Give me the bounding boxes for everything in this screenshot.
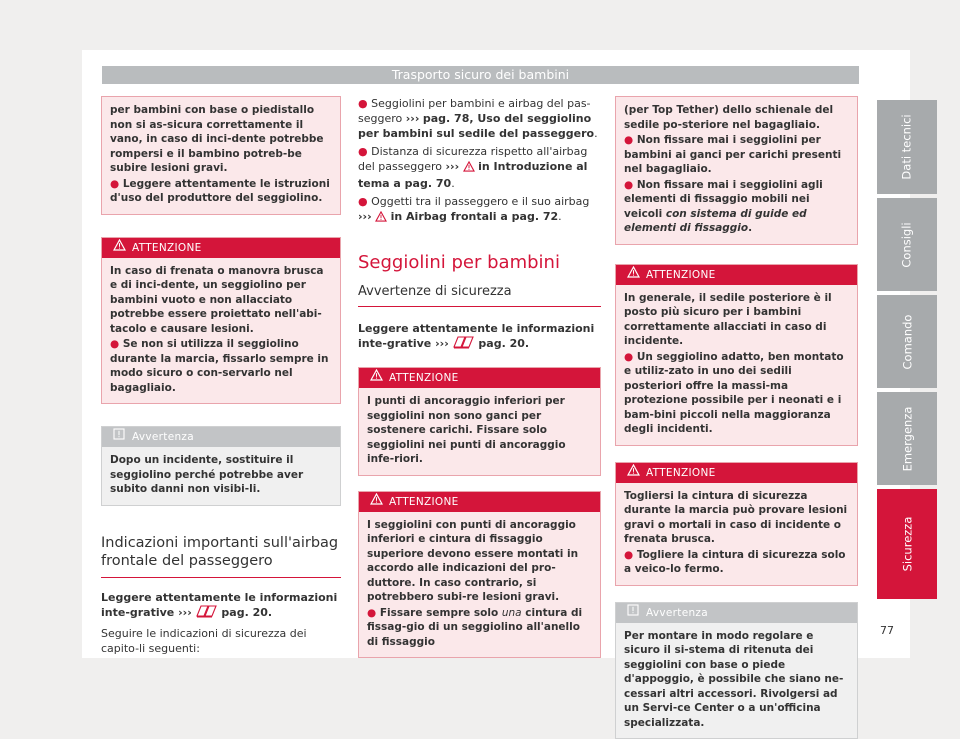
warning-label: ATTENZIONE [389, 492, 459, 512]
manual-book-icon[interactable] [196, 605, 218, 622]
safety-box-bullet: Leggere attentamente le istruzioni d'uso del produttore del seggiolino. [110, 178, 330, 205]
warning-triangle-icon [110, 238, 128, 258]
bullet-icon: ● [358, 195, 368, 208]
lead-text: Leggere attentamente le informazioni inte-grative [358, 322, 594, 350]
reference-list [358, 96, 601, 226]
tab-comando[interactable]: Comando [877, 295, 937, 388]
warning-triangle-icon [624, 265, 642, 285]
lead-paragraph [358, 321, 601, 353]
warning-box [615, 264, 858, 446]
warning-text: Togliersi la cintura di sicurezza durante la marcia può provare lesioni gravi o mortali in caso di incidente o frenata brusca. [624, 490, 847, 546]
note-text: Per montare in modo regolare e sicuro il si-stema di ritenuta dei seggiolini con base o piede d'appoggio, è possibile che siano ne-cessari altri accessori. Rivolgersi ad un Servi-ce Center o a un'officina specializzata. [624, 630, 843, 729]
note-box-header [616, 603, 857, 623]
page-reference-link[interactable]: pag. 20. [221, 606, 272, 619]
note-label: Avvertenza [132, 427, 194, 447]
warning-box-header [102, 238, 340, 258]
safety-box-bullet-end: . [748, 222, 752, 234]
warning-text: In generale, il sedile posteriore è il posto più sicuro per i bambini correttamente allacciati in caso di incidente. [624, 292, 832, 348]
warning-text: I seggiolini con punti di ancoraggio inferiori e cintura di fissaggio superiore devono essere montati in accordo alle indicazioni del pro-duttore. In caso contrario, si potrebbero subi-re lesioni gravi. [367, 519, 578, 604]
warning-triangle-icon [367, 492, 385, 512]
note-box-header [102, 427, 340, 447]
warning-triangle-icon [367, 368, 385, 388]
warning-triangle-icon [463, 161, 475, 176]
arrows-icon: ››› [406, 112, 420, 125]
warning-label: ATTENZIONE [132, 238, 202, 258]
list-item-end: . [594, 127, 598, 140]
bullet-icon: ● [110, 338, 119, 350]
arrows-icon: ››› [358, 210, 372, 223]
safety-box-bullet: Non fissare mai i seggiolini agli elementi di fissaggio mobili nei veicoli [624, 179, 823, 220]
section-title-child-seats: Seggiolini per bambini [358, 252, 601, 274]
warning-box [358, 367, 601, 476]
section-title-airbag: Indicazioni importanti sull'airbag frontale del passeggero [101, 534, 341, 578]
warning-bullet: Un seggiolino adatto, ben montato e utiliz-zato in uno dei sedili posteriori offre la massi-ma protezione possibile per i neonati e i bam-bini piccoli nella maggioranza degli incidenti. [624, 351, 844, 436]
warning-text: I punti di ancoraggio inferiori per seggiolini non sono ganci per sostenere carichi. Fissare solo seggiolini nei punti di ancoraggio infe-riori. [367, 395, 566, 465]
arrows-icon: ››› [435, 337, 449, 350]
safety-box-emphasis: con sistema di guide ed elementi di fissaggio [624, 208, 807, 235]
bullet-icon: ● [358, 97, 368, 110]
warning-triangle-icon [375, 211, 387, 226]
warning-label: ATTENZIONE [389, 368, 459, 388]
safety-box-text: (per Top Tether) dello schienale del sedile po-steriore nel bagagliaio. [624, 104, 833, 131]
tab-consigli[interactable]: Consigli [877, 198, 937, 291]
warning-box [358, 491, 601, 659]
page-number: 77 [880, 624, 894, 637]
safety-box-bullet: Non fissare mai i seggiolini per bambini ai ganci per carichi presenti nel bagagliaio. [624, 134, 841, 175]
warning-triangle-icon [624, 463, 642, 483]
bullet-icon: ● [358, 145, 368, 158]
warning-box-header [359, 492, 600, 512]
warning-label: ATTENZIONE [646, 265, 716, 285]
body-paragraph: Seguire le indicazioni di sicurezza dei capito-li seguenti: [101, 626, 341, 656]
bullet-icon: ● [624, 351, 633, 363]
bullet-icon: ● [367, 607, 376, 619]
bullet-icon: ● [110, 178, 119, 190]
warning-box-header [359, 368, 600, 388]
bullet-icon: ● [624, 549, 633, 561]
note-icon [110, 427, 128, 447]
note-box [615, 602, 858, 739]
safety-box-continued [615, 96, 858, 245]
manual-book-icon[interactable] [453, 336, 475, 353]
note-icon [624, 603, 642, 623]
list-item [358, 194, 601, 226]
list-item [358, 144, 601, 191]
note-text: Dopo un incidente, sostituire il seggiolino perché potrebbe aver subito danni non visibi-li. [110, 454, 303, 495]
warning-box [615, 462, 858, 586]
list-item-end: . [451, 177, 455, 190]
page-reference-link[interactable]: in Airbag frontali a pag. 72 [391, 210, 559, 223]
tab-dati-tecnici[interactable]: Dati tecnici [877, 100, 937, 194]
column-left [101, 96, 341, 656]
warning-box-header [616, 463, 857, 483]
safety-box-continued [101, 96, 341, 215]
bullet-icon: ● [624, 179, 633, 191]
warning-box-header [616, 265, 857, 285]
tab-sicurezza[interactable]: Sicurezza [877, 489, 937, 599]
bullet-icon: ● [624, 134, 633, 146]
warning-box [101, 237, 341, 405]
column-right [615, 96, 858, 739]
arrows-icon: ››› [446, 160, 460, 173]
section-subtitle: Avvertenze di sicurezza [358, 283, 601, 307]
page-reference-link[interactable]: in Introduzione al tema a pag. 70 [358, 160, 587, 190]
warning-bullet-post: cintura di fissag-gio di un seggiolino all'anello di fissaggio [367, 607, 582, 648]
list-item-end: . [558, 210, 562, 223]
lead-paragraph [101, 590, 341, 622]
warning-bullet-emphasis: una [502, 607, 522, 619]
warning-bullet: Se non si utilizza il seggiolino durante la marcia, fissarlo sempre in modo sicuro o con-servarlo nel bagagliaio. [110, 338, 329, 394]
list-item [358, 96, 601, 141]
warning-bullet: Togliere la cintura di sicurezza solo a veico-lo fermo. [624, 549, 846, 576]
page-header-title: Trasporto sicuro dei bambini [102, 66, 859, 84]
list-item-text: Oggetti tra il passeggero e il suo airbag [371, 195, 589, 208]
note-box [101, 426, 341, 506]
warning-text: In caso di frenata o manovra brusca e di inci-dente, un seggiolino per bambini vuoto e non allacciato potrebbe essere proiettato nell'abi-tacolo e causare lesioni. [110, 265, 324, 335]
page-reference-link[interactable]: pag. 20. [478, 337, 529, 350]
arrows-icon: ››› [178, 606, 192, 619]
list-item-text: Distanza di sicurezza rispetto all'airbag del passeggero [358, 145, 587, 173]
warning-label: ATTENZIONE [646, 463, 716, 483]
warning-bullet-pre: Fissare sempre solo [380, 607, 498, 619]
note-label: Avvertenza [646, 603, 708, 623]
tab-emergenza[interactable]: Emergenza [877, 392, 937, 485]
safety-box-text: per bambini con base o piedistallo non si as-sicura correttamente il vano, in caso di inci-dente potrebbe rompersi e il bambino potreb-be subire lesioni gravi. [110, 104, 324, 174]
column-middle [358, 96, 601, 658]
lead-text: Leggere attentamente le informazioni inte-grative [101, 591, 337, 619]
list-item-text: Seggiolini per bambini e airbag del pas-seggero [358, 97, 591, 125]
page-reference-link[interactable]: pag. 78, Uso del seggiolino per bambini sul sedile del passeggero [358, 112, 594, 140]
